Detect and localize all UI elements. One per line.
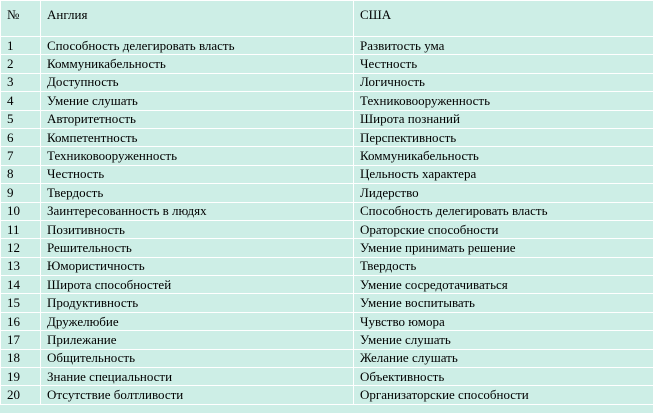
- cell-england: Решительность: [41, 239, 354, 257]
- header-usa: США: [354, 1, 653, 37]
- table-row: [1, 184, 653, 202]
- cell-england: Компетентность: [41, 128, 354, 146]
- row-number: 3: [1, 73, 41, 91]
- cell-england: Доступность: [41, 73, 354, 91]
- table-row: [1, 55, 653, 73]
- row-number: 14: [1, 276, 41, 294]
- cell-usa: Цельность характера: [354, 165, 653, 183]
- cell-usa: Развитость ума: [354, 37, 653, 55]
- cell-england: Позитивность: [41, 220, 354, 238]
- cell-england: Умение слушать: [41, 92, 354, 110]
- row-number: 7: [1, 147, 41, 165]
- table-row: [1, 92, 653, 110]
- table-row: [1, 147, 653, 165]
- row-number: 13: [1, 257, 41, 275]
- table-body: [1, 37, 653, 405]
- cell-england: Дружелюбие: [41, 312, 354, 330]
- row-number: 1: [1, 37, 41, 55]
- table-header: [1, 1, 653, 37]
- cell-england: Общительность: [41, 349, 354, 367]
- cell-england: Авторитетность: [41, 110, 354, 128]
- row-number: 19: [1, 368, 41, 386]
- cell-usa: Умение принимать решение: [354, 239, 653, 257]
- table-row: [1, 165, 653, 183]
- cell-usa: Желание слушать: [354, 349, 653, 367]
- header-number: №: [1, 1, 41, 37]
- table-row: [1, 220, 653, 238]
- cell-usa: Коммуникабельность: [354, 147, 653, 165]
- cell-usa: Способность делегировать власть: [354, 202, 653, 220]
- cell-england: Широта способностей: [41, 276, 354, 294]
- table-row: [1, 368, 653, 386]
- table-row: [1, 37, 653, 55]
- row-number: 12: [1, 239, 41, 257]
- cell-usa: Перспективность: [354, 128, 653, 146]
- row-number: 6: [1, 128, 41, 146]
- table-row: [1, 73, 653, 91]
- cell-england: Техниковооруженность: [41, 147, 354, 165]
- table-row: [1, 386, 653, 404]
- cell-england: Коммуникабельность: [41, 55, 354, 73]
- cell-usa: Техниковооруженность: [354, 92, 653, 110]
- cell-england: Твердость: [41, 184, 354, 202]
- cell-usa: Организаторские способности: [354, 386, 653, 404]
- cell-usa: Умение слушать: [354, 331, 653, 349]
- table-row: [1, 110, 653, 128]
- cell-usa: Логичность: [354, 73, 653, 91]
- cell-england: Честность: [41, 165, 354, 183]
- table-row: [1, 257, 653, 275]
- table-row: [1, 331, 653, 349]
- table-row: [1, 202, 653, 220]
- cell-usa: Лидерство: [354, 184, 653, 202]
- cell-usa: Умение сосредотачиваться: [354, 276, 653, 294]
- cell-england: Юмористичность: [41, 257, 354, 275]
- cell-usa: Чувство юмора: [354, 312, 653, 330]
- row-number: 4: [1, 92, 41, 110]
- row-number: 8: [1, 165, 41, 183]
- cell-usa: Умение воспитывать: [354, 294, 653, 312]
- row-number: 2: [1, 55, 41, 73]
- cell-england: Прилежание: [41, 331, 354, 349]
- table-row: [1, 312, 653, 330]
- header-england: Англия: [41, 1, 354, 37]
- cell-usa: Широта познаний: [354, 110, 653, 128]
- row-number: 5: [1, 110, 41, 128]
- header-row: [1, 1, 653, 37]
- cell-england: Заинтересованность в людях: [41, 202, 354, 220]
- table-row: [1, 276, 653, 294]
- row-number: 18: [1, 349, 41, 367]
- cell-usa: Твердость: [354, 257, 653, 275]
- row-number: 15: [1, 294, 41, 312]
- cell-usa: Объективность: [354, 368, 653, 386]
- cell-usa: Честность: [354, 55, 653, 73]
- row-number: 10: [1, 202, 41, 220]
- cell-england: Продуктивность: [41, 294, 354, 312]
- row-number: 20: [1, 386, 41, 404]
- cell-england: Способность делегировать власть: [41, 37, 354, 55]
- row-number: 11: [1, 220, 41, 238]
- table-row: [1, 349, 653, 367]
- table-row: [1, 128, 653, 146]
- row-number: 9: [1, 184, 41, 202]
- table-row: [1, 239, 653, 257]
- row-number: 17: [1, 331, 41, 349]
- cell-england: Отсутствие болтливости: [41, 386, 354, 404]
- cell-england: Знание специальности: [41, 368, 354, 386]
- row-number: 16: [1, 312, 41, 330]
- cell-usa: Ораторские способности: [354, 220, 653, 238]
- table-row: [1, 294, 653, 312]
